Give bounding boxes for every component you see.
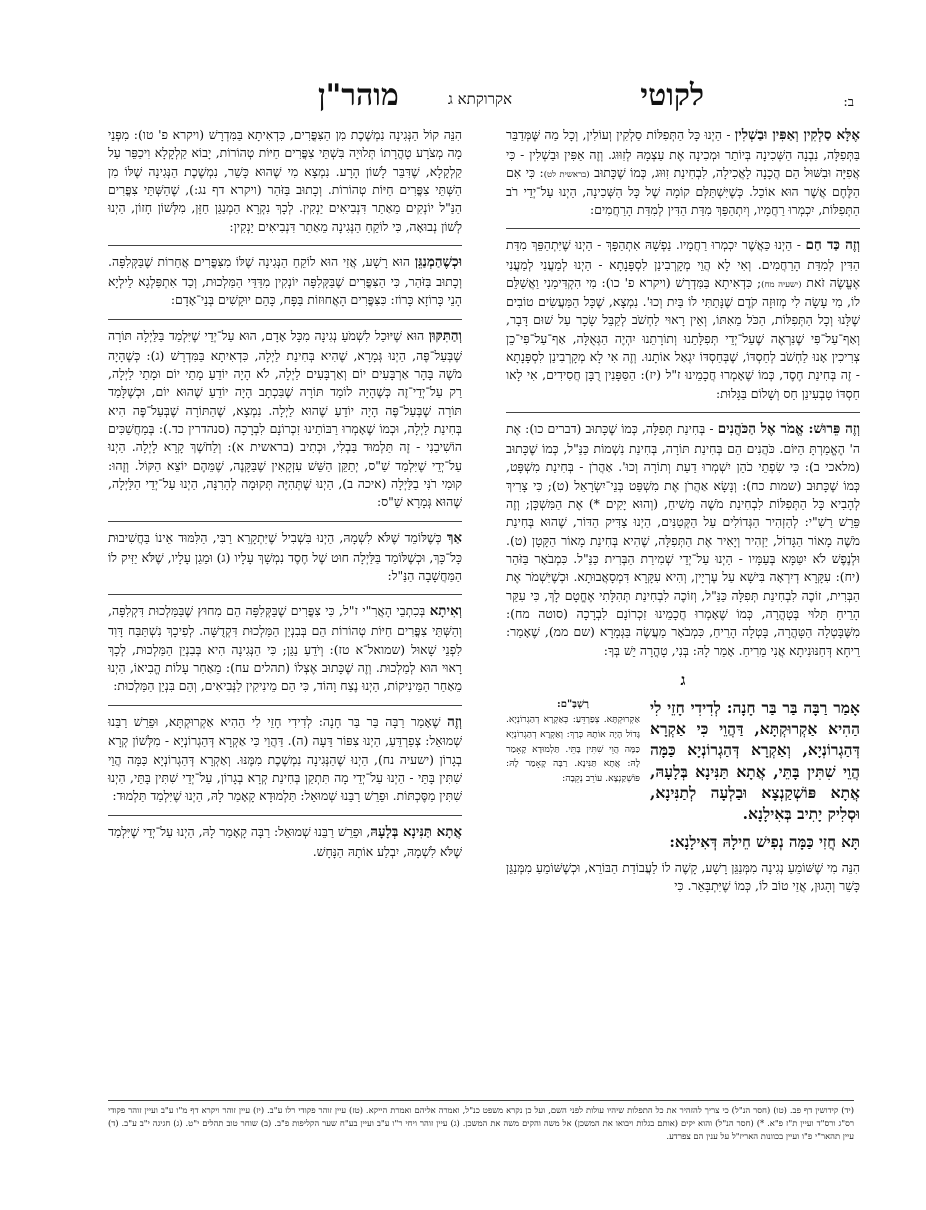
left-column <box>108 126 462 870</box>
zohar-text: אָמַר רַבָּה בַּר בַּר חָנָה: לְדִידִי חָזֵי לִי הַהִיא אַקְרוּקְתָּא, דַּהֲוֵי כִּי אַקְרָא דְּהַגְרוֹנְיָא, וְאַקְרָא דְּהַגְרוֹנְיָא כַּמָּה הֲוֵי שִׁתִּין בָּתֵּי, אֲתָא תַּנִּינָא בְּלָעָהּ, אֲתָא פּוֹשְׁקַנְצָא וּבַלְעָה לְתַנִּינָא, וּסְלִיק יָתִיב בְּאִילָנָא. <box>650 698 860 823</box>
right-column <box>506 126 860 904</box>
paragraph: וְזֶה כַּד חַם - הַיְנוּ כַּאֲשֶׁר יִכְמְרוּ רַחֲמָיו. נַפְשָׁהּ אִתְהַפָּךְ - הַיְנוּ שֶׁיִּתְהַפֵּךְ מִדַּת הַדִּין לְמִדַּת הָרַחֲמִים. וְאִי לָא הֲוֵי מְקָרְבִינַן לִסְפָּנָתָא - הַיְנוּ לְמַעֲנִי לְמַעֲנִי אֶעֱשֶׂה זֹאת (ישעיה מח); כִּדְאִיתָא בַּמִּדְרָשׁ (ויקרא פ' כו): מִי הִקְדִּימַנִי וַאֲשַׁלֵּם לוֹ, מִי עָשָׂה לִי מְזוּזָה קֹדֶם שֶׁנָּתַתִּי לוֹ בַּיִת וְכוּ'. נִמְצָא, שֶׁכָּל הַמַּעֲשִׂים טוֹבִים שֶׁלָּנוּ וְכָל הַתְּפִלּוֹת, הַכֹּל מֵאִתּוֹ, וְאֵין רָאוּי לַחְשֹׁב לְקַבֵּל שָׂכָר עַל שׁוּם דָּבָר, וְאַף־עַל־פִּי שֶׁנִּרְאֶה שֶׁעַל־יְדֵי תְּפִלָּתֵנוּ וְתוֹרָתֵנוּ יִהְיֶה הַגְּאֻלָּה, אַף־עַל־פִּי־כֵן צְרִיכִין אָנוּ לַחְשֹׁב לְחַסְדּוֹ, שֶׁבְּחַסְדּוֹ יִגְאַל אוֹתָנוּ. וְזֶה אִי לָא מְקָרְבִינַן לִסְפָּנָתָא - זֶה בְּחִינַת חֶסֶד, כְּמוֹ שֶׁאָמְרוּ חֲכָמֵינוּ ז"ל (יז): הַסַּפָּנִין רֻבָּן חֲסִידִים, אִי לָאו חַסְדּוֹ טָבְעִינַן חַס וְשָׁלוֹם בַּגָּלוּת: <box>506 228 860 403</box>
footnotes: (יד) קידושין דף פב. (טו) (חסר הנ"ל) כי צריך להזהיר את כל התפלות שיהיו עולות לפני השם, ועל כן נקרא משפט כנ"ל, ואמרה אליהם ואמרת הייקא. (טז) עיין זוהר פקודי רלו ע"ב. (יז) עיין זוהר ויקרא דף מ"ו ע"ב ועיין זוהר פקודי רס"ג ורס"ד ועיין ת"ז פ"א. *) (חסר הנ"ל) והוא יקים (אותם בגלות ויבואו את המשכן) אל משה והקים משה את המשכן. (ג) עיין זוהר ויחי ר"ו ע"ב ועיין בע"ח שער הקליפות פ"ב. (ב) שוחר טוב תהלים י"ט. (ג) חגיגה י"ב ע"ב. (ד) עיין תהאר"י פ"ו ועיין בכוונות האריז"ל על ענין הם צפרדע. <box>108 1105 854 1142</box>
paragraph: וְאִיתָא בְּכִתְבֵי הָאֲרִ"י ז"ל, כִּי צִפֳּרִים שֶׁבַּקְּלִפָּה הֵם מִחוּץ שֶׁבַּמַּלְכוּת דִּקְלִפָּה, וְהַשְּׁתֵּי צִפֳּרִים חַיּוֹת טְהוֹרוֹת הֵם בְּבִנְיַן הַמַּלְכוּת דִּקְדֻשָּׁה. לְפִיכָךְ נִשְׁתַּבַּח דָּוִד לִפְנֵי שָׁאוּל (שמואל־א טז): וְיֹדֵעַ נַגֵּן; כִּי הַנְּגִינָה הִיא בְּבִנְיַן הַמַּלְכוּת, לְכָךְ רָאוּי הוּא לְמַלְכוּת. וְזֶה שֶׁכָּתוּב אֶצְלוֹ (תהלים עח): מֵאַחַר עָלוֹת הֱבִיאוֹ, הַיְנוּ מֵאַחַר הַמֵּינִיקוֹת, הַיְנוּ נֶצַח וָהוֹד, כִּי הֵם מֵינִיקִין לַנְּבִיאִים, וְהֵם בִּנְיַן הַמַּלְכוּת: <box>108 594 462 695</box>
paragraph: הִנֵּה קוֹל הַנְּגִינָה נִמְשֶׁכֶת מִן הַצִּפֳּרִים, כִּדְאִיתָא בַּמִּדְרָשׁ (ויקרא פ' טו): מִפְּנֵי מָה מְצֹרָע טָהֳרָתוֹ תְּלוּיָה בִּשְׁתֵּי צִפֳּרִים חַיּוֹת טְהוֹרוֹת, יָבוֹא קַלְקָלָא וִיכַפֵּר עַל קַלְקָלָא, שֶׁדִּבֵּר לָשׁוֹן הָרָע. נִמְצָא מִי שֶׁהוּא כָּשֵׁר, נִמְשֶׁכֶת הַנְּגִינָה שֶׁלּוֹ מִן הַשְּׁתֵּי צִפֳּרִים חַיּוֹת טְהוֹרוֹת. וְכָתוּב בַּזֹּהַר (ויקרא דף נג:), שֶׁהַשְּׁתֵּי צִפֳּרִים הַנַּ"ל יוֹנְקִים מֵאַתַר דִּנְבִיאִים יַנְקִין. לְכָךְ נִקְרָא הַמְנַגֵּן חַזָּן, מִלְּשׁוֹן חָזוֹן, הַיְנוּ לְשׁוֹן נְבוּאָה, כִּי לוֹקֵחַ הַנְּגִינָה מֵאַתַר דִּנְבִיאִים יַנְקִין: <box>108 127 462 234</box>
rashi-commentary <box>506 697 640 823</box>
chapter-number: ג <box>680 671 686 690</box>
paragraph: הִנֵּה מִי שֶׁשּׁוֹמֵעַ נְגִינָה מִמְּנַגֵּן רָשָׁע, קָשֶׁה לוֹ לַעֲבוֹדַת הַבּוֹרֵא, וּכְשֶׁשּׁוֹמֵעַ מִמְּנַגֵּן כָּשֵׁר וְהָגוּן, אֲזַי טוֹב לוֹ, כְּמוֹ שֶׁיִּתְבָּאֵר. כִּי <box>506 859 860 894</box>
paragraph: וְהַתִּקּוּן הוּא שֶׁיּוּכַל לִשְׁמֹעַ נְגִינָה מִכָּל אָדָם, הוּא עַל־יְדֵי שֶׁיִּלְמַד בַּלַּיְלָה תּוֹרָה שֶׁבְּעַל־פֶּה, הַיְנוּ גְּמָרָא, שֶׁהִיא בְּחִינַת לַיְלָה, כִּדְאִיתָא בַּמִּדְרָשׁ (ג): כְּשֶׁהָיָה מֹשֶׁה בָּהָר אַרְבָּעִים יוֹם וְאַרְבָּעִים לַיְלָה, לֹא הָיָה יוֹדֵעַ מָתַי יוֹם וּמָתַי לַיְלָה, רַק עַל־יְדֵי־זֶה כְּשֶׁהָיָה לוֹמֵד תּוֹרָה שֶׁבִּכְתָב הָיָה יוֹדֵעַ שֶׁהוּא יוֹם, וּכְשֶׁלָּמַד תּוֹרָה שֶׁבְּעַל־פֶּה הָיָה יוֹדֵעַ שֶׁהוּא לַיְלָה. נִמְצָא, שֶׁהַתּוֹרָה שֶׁבְּעַל־פֶּה הִיא בְּחִינַת לַיְלָה, וּכְמוֹ שֶׁאָמְרוּ רַבּוֹתֵינוּ זִכְרוֹנָם לִבְרָכָה (סנהדרין כד.): בְּמַחֲשַׁכִּים הוֹשִׁיבַנִי - זֶה תַּלְמוּד בַּבְלִי, וּכְתִיב (בראשית א): וְלַחֹשֶׁךְ קָרָא לָיְלָה. הַיְנוּ עַל־יְדֵי שֶׁיִּלְמַד שַׁ"ס, יְתַקֵּן הַשֵּׁשׁ עִזְקָאִין שֶׁבַּקָּנֶה, שֶׁמֵּהֶם יוֹצֵא הַקּוֹל. וְזֶהוּ: קוּמִי רֹנִּי בַלַּיְלָה (איכה ב), הַיְנוּ שֶׁתְּהִיֶּה תְּקוּמָה לְהָרִנָּה, הַיְנוּ עַל־יְדֵי הַלַּיְלָה, שֶׁהוּא גְּמָרָא שַׁ"ס: <box>108 319 462 512</box>
paragraph: וְזֶה פֵּרוּשׁ: אֱמֹר אֶל הַכֹּהֲנִים - בְּחִינַת תְּפִלָּה, כְּמוֹ שֶׁכָּתוּב (דברים כו): אֶת ה' הֶאֱמַרְתָּ הַיּוֹם. כֹּהֲנִים הֵם בְּחִינַת תּוֹרָה, בְּחִינַת נִשְׁמוֹת כַּנַּ"ל, כְּמוֹ שֶׁכָּתוּב (מלאכי ב): כִּי שִׂפְתֵי כֹהֵן יִשְׁמְרוּ דַעַת וְתוֹרָה וְכוּ'. אַהֲרֹן - בְּחִינַת מִשְׁפָּט, כְּמוֹ שֶׁכָּתוּב (שמות כח): וְנָשָׂא אַהֲרֹן אֶת מִשְׁפַּט בְּנֵי־יִשְׂרָאֵל (ט); כִּי צָרִיךְ לְהָבִיא כָּל הַתְּפִלּוֹת לִבְחִינַת מֹשֶׁה מָשִׁיחַ, (וְהוּא יָקִים *) אֶת הַמִּשְׁכָּן; וְזֶה פֵּרֵשׁ רַשִׁ"י: לְהַזְהִיר הַגְּדוֹלִים עַל הַקְּטַנִּים, הַיְנוּ צַדִּיק הַדּוֹר, שֶׁהוּא בְּחִינַת מֹשֶׁה מָאוֹר הַגָּדוֹל, יַזְהִיר וְיָאִיר אֶת הַתְּפִלָּה, שֶׁהִיא בְּחִינַת מָאוֹר הַקָּטָן (ט). וּלְנֶפֶשׁ לֹא יִטַּמָּא בְּעַמָּיו - הַיְנוּ עַל־יְדֵי שְׁמִירַת הַבְּרִית כַּנַּ"ל. כִּמְבֹאָר בַּזֹּהַר (יח): עִקָּרָא דְיִרְאָה בִּישָׁא עַל עֶרְיָין, וְהִיא עִקָּרָא דִּמְסָאֲבוּתָא. וּכְשֶׁיִּשְׁמֹר אֶת הַבְּרִית, זוֹכֶה לִבְחִינַת תְּפִלָּה כַּנַּ"ל, וְזוֹכֶה לִבְחִינַת תְּהִלָּתִי אֶחֱטָם לָךְ, כִּי עִקַּר הָרֵיחַ תָּלוּי בְּטָהֳרָה, כְּמוֹ שֶׁאָמְרוּ חֲכָמֵינוּ זִכְרוֹנָם לִבְרָכָה (סוטה מח): מִשֶּׁבָּטְלָה הַטָּהֳרָה, בָּטְלָה הָרֵיחַ, כִּמְבֹאָר מַעֲשֶׂה בַּגְּמָרָא (שם ממ), שֶׁאָמַר: רֵיחָא דְּחַנּוּנִיתָא אֲנִי מֵרִיחַ. אָמַר לָהּ: בְּנִי, טָהֳרָה יֵשׁ בְּךָ: <box>506 412 860 660</box>
zohar-block <box>506 697 860 823</box>
running-header <box>108 78 854 118</box>
paragraph: אֲתָא תַּנִּינָא בְּלָעָהּ, וּפֵרֵשׁ רַבֵּנוּ שְׁמוּאֵל: רַבָּה קָאָמַר לָהּ, הַיְנוּ עַל־יְדֵי שֶׁיִּלְמַד שֶׁלֹּא לִשְׁמָהּ, יִבְלַע אוֹתָהּ הַנָּחָשׁ. <box>108 815 462 861</box>
rashi-text: אַקְרוּקְתָּא. צְפַרְדֵּעַ: כְּאַקְרָא דְהַגְרוֹנְיָא. גָּדוֹל הָיָה אוֹתָהּ כְּרַךְ: וְאַקְרָא דְהַגְרוֹנְיָא כַּמָּה הֲוֵי שִׁתִּין בָּתֵּי. תַּלְמוּדָא קָאָמַר לָהּ: אֲתָא תַּנִּינָא. רַבָּה קָאָמַר לָהּ: פּוֹשְׁקַנְצָא. עוֹרֵב נְקֵבָה: <box>506 714 640 785</box>
rashi-heading: רַשְׁבַּ"ם: <box>557 699 589 711</box>
zohar-tail: תָּא חֲזִי כַּמָּה נְפִישׁ חֵילָהּ דְּאִילָנָא: <box>669 832 860 851</box>
footnote-divider <box>108 1100 854 1101</box>
paragraph: וְזֶה שֶׁאָמַר רַבָּה בַּר בַּר חָנָה: לְדִידִי חָזֵי לִי הַהִיא אַקְרוּקְתָּא, וּפֵרֵשׁ רַבֵּנוּ שְׁמוּאֵל: צְפַרְדֵּעַ, הַיְנוּ צִפּוֹר דֵּעָה (ה). דַּהֲוֵי כִּי אַקְרָא דְּהַגְרוֹנְיָא - מִלְּשׁוֹן קְרָא בְגָרוֹן (ישעיה נח), הַיְנוּ שֶׁהַנְּגִינָה נִמְשֶׁכֶת מִמֶּנּוּ. וְאַקְרָא דְּהַגְרוֹנְיָא כַּמָּה הֲוֵי שִׁתִּין בָּתֵּי - הַיְנוּ עַל־יְדֵי מָה תִּתְקַן בְּחִינַת קְרָא בְגָרוֹן, עַל־יְדֵי שִׁתִּין בָּתֵּי, הַיְנוּ שִׁתִּין מַסֶּכְתּוֹת. וּפֵרֵשׁ רַבֵּנוּ שְׁמוּאֵל: תַּלְמוּדָא קָאָמַר לָהּ, הַיְנוּ שֶׁיִּלְמַד תַּלְמוּד: <box>108 705 462 806</box>
page-number: ב: <box>843 95 854 110</box>
paragraph: וּכְשֶׁהַמְנַגֵּן הוּא רָשָׁע, אֲזַי הוּא לוֹקֵחַ הַנְּגִינָה שֶׁלּוֹ מִצִּפֳּרִים אֲחֵרוֹת שֶׁבַּקְּלִפָּה. וְכָתוּב בַּזֹּהַר, כִּי הַצִּפֳּרִים שֶׁבַּקְּלִפָּה יוֹנְקִין מִדַּדֵּי הַמַּלְכוּת, וְכַד אִתְפַּלְגָא לֵילְיָא הָנֵי כָּרוֹזָא כָּרוֹז: כִּצִּפֳּרִים הָאֲחוּזוֹת בַּפָּח, כָּהֵם יוּקָשִׁים בְּנֵי־אָדָם: <box>108 245 462 310</box>
book-title-right: לקוטי <box>640 78 704 113</box>
paragraph: אֶלָּא סַלְקִין וְאַפִּין וּבַשְׁלִין - הַיְנוּ כָּל הַתְּפִלּוֹת סַלְקִין וְעוֹלִין, וְכָל מַה שֶּׁמְּדַבֵּר בַּתְּפִלָּה, נִבְנָה הַשְּׁכִינָה בְּיוֹתֵר וּמְכִינָה אֶת עַצְמָהּ לְזִוּוּג. וְזֶה אַפִּין וּבַשְׁלִין - כִּי אֲפִיָּה וּבִשּׁוּל הֵם הֲכָנָה לָאֲכִילָה, לִבְחִינַת זִוּוּג, כְּמוֹ שֶׁכָּתוּב (בראשית לט): כִּי אִם הַלֶּחֶם אֲשֶׁר הוּא אוֹכֵל. כְּשֶׁיִּשְׁתַּלְּם קוֹמָה שֶׁל כָּל הַשְּׁכִינָה, הַיְנוּ עַל־יְדֵי רֹב הַתְּפִלּוֹת, יִכְמְרוּ רַחֲמָיו, וְיִתְהַפֵּךְ מִדַּת הַדִּין לְמִדַּת הָרַחֲמִים: <box>506 127 860 217</box>
book-title-left: מוהר"ן <box>318 78 399 113</box>
paragraph: אַךְ כְּשֶׁלּוֹמֵד שֶׁלֹּא לִשְׁמָהּ, הַיְנוּ בִּשְׁבִיל שֶׁיִּתְקָרֵא רַבִּי, הַלִּמּוּד אֵינוֹ בַּחֲשִׁיבוּת כָּל־כָּךְ, וּכְשֶׁלּוֹמֵד בַּלַּיְלָה חוּט שֶׁל חֶסֶד נִמְשָׁךְ עָלָיו (ג) וּמֵגֵן עָלָיו, שֶׁלֹּא יַזִּיק לוֹ הַמַּחֲשָׁבָה הַנַּ"ל: <box>108 521 462 586</box>
section-title: אקרוקתא ג <box>447 90 512 108</box>
